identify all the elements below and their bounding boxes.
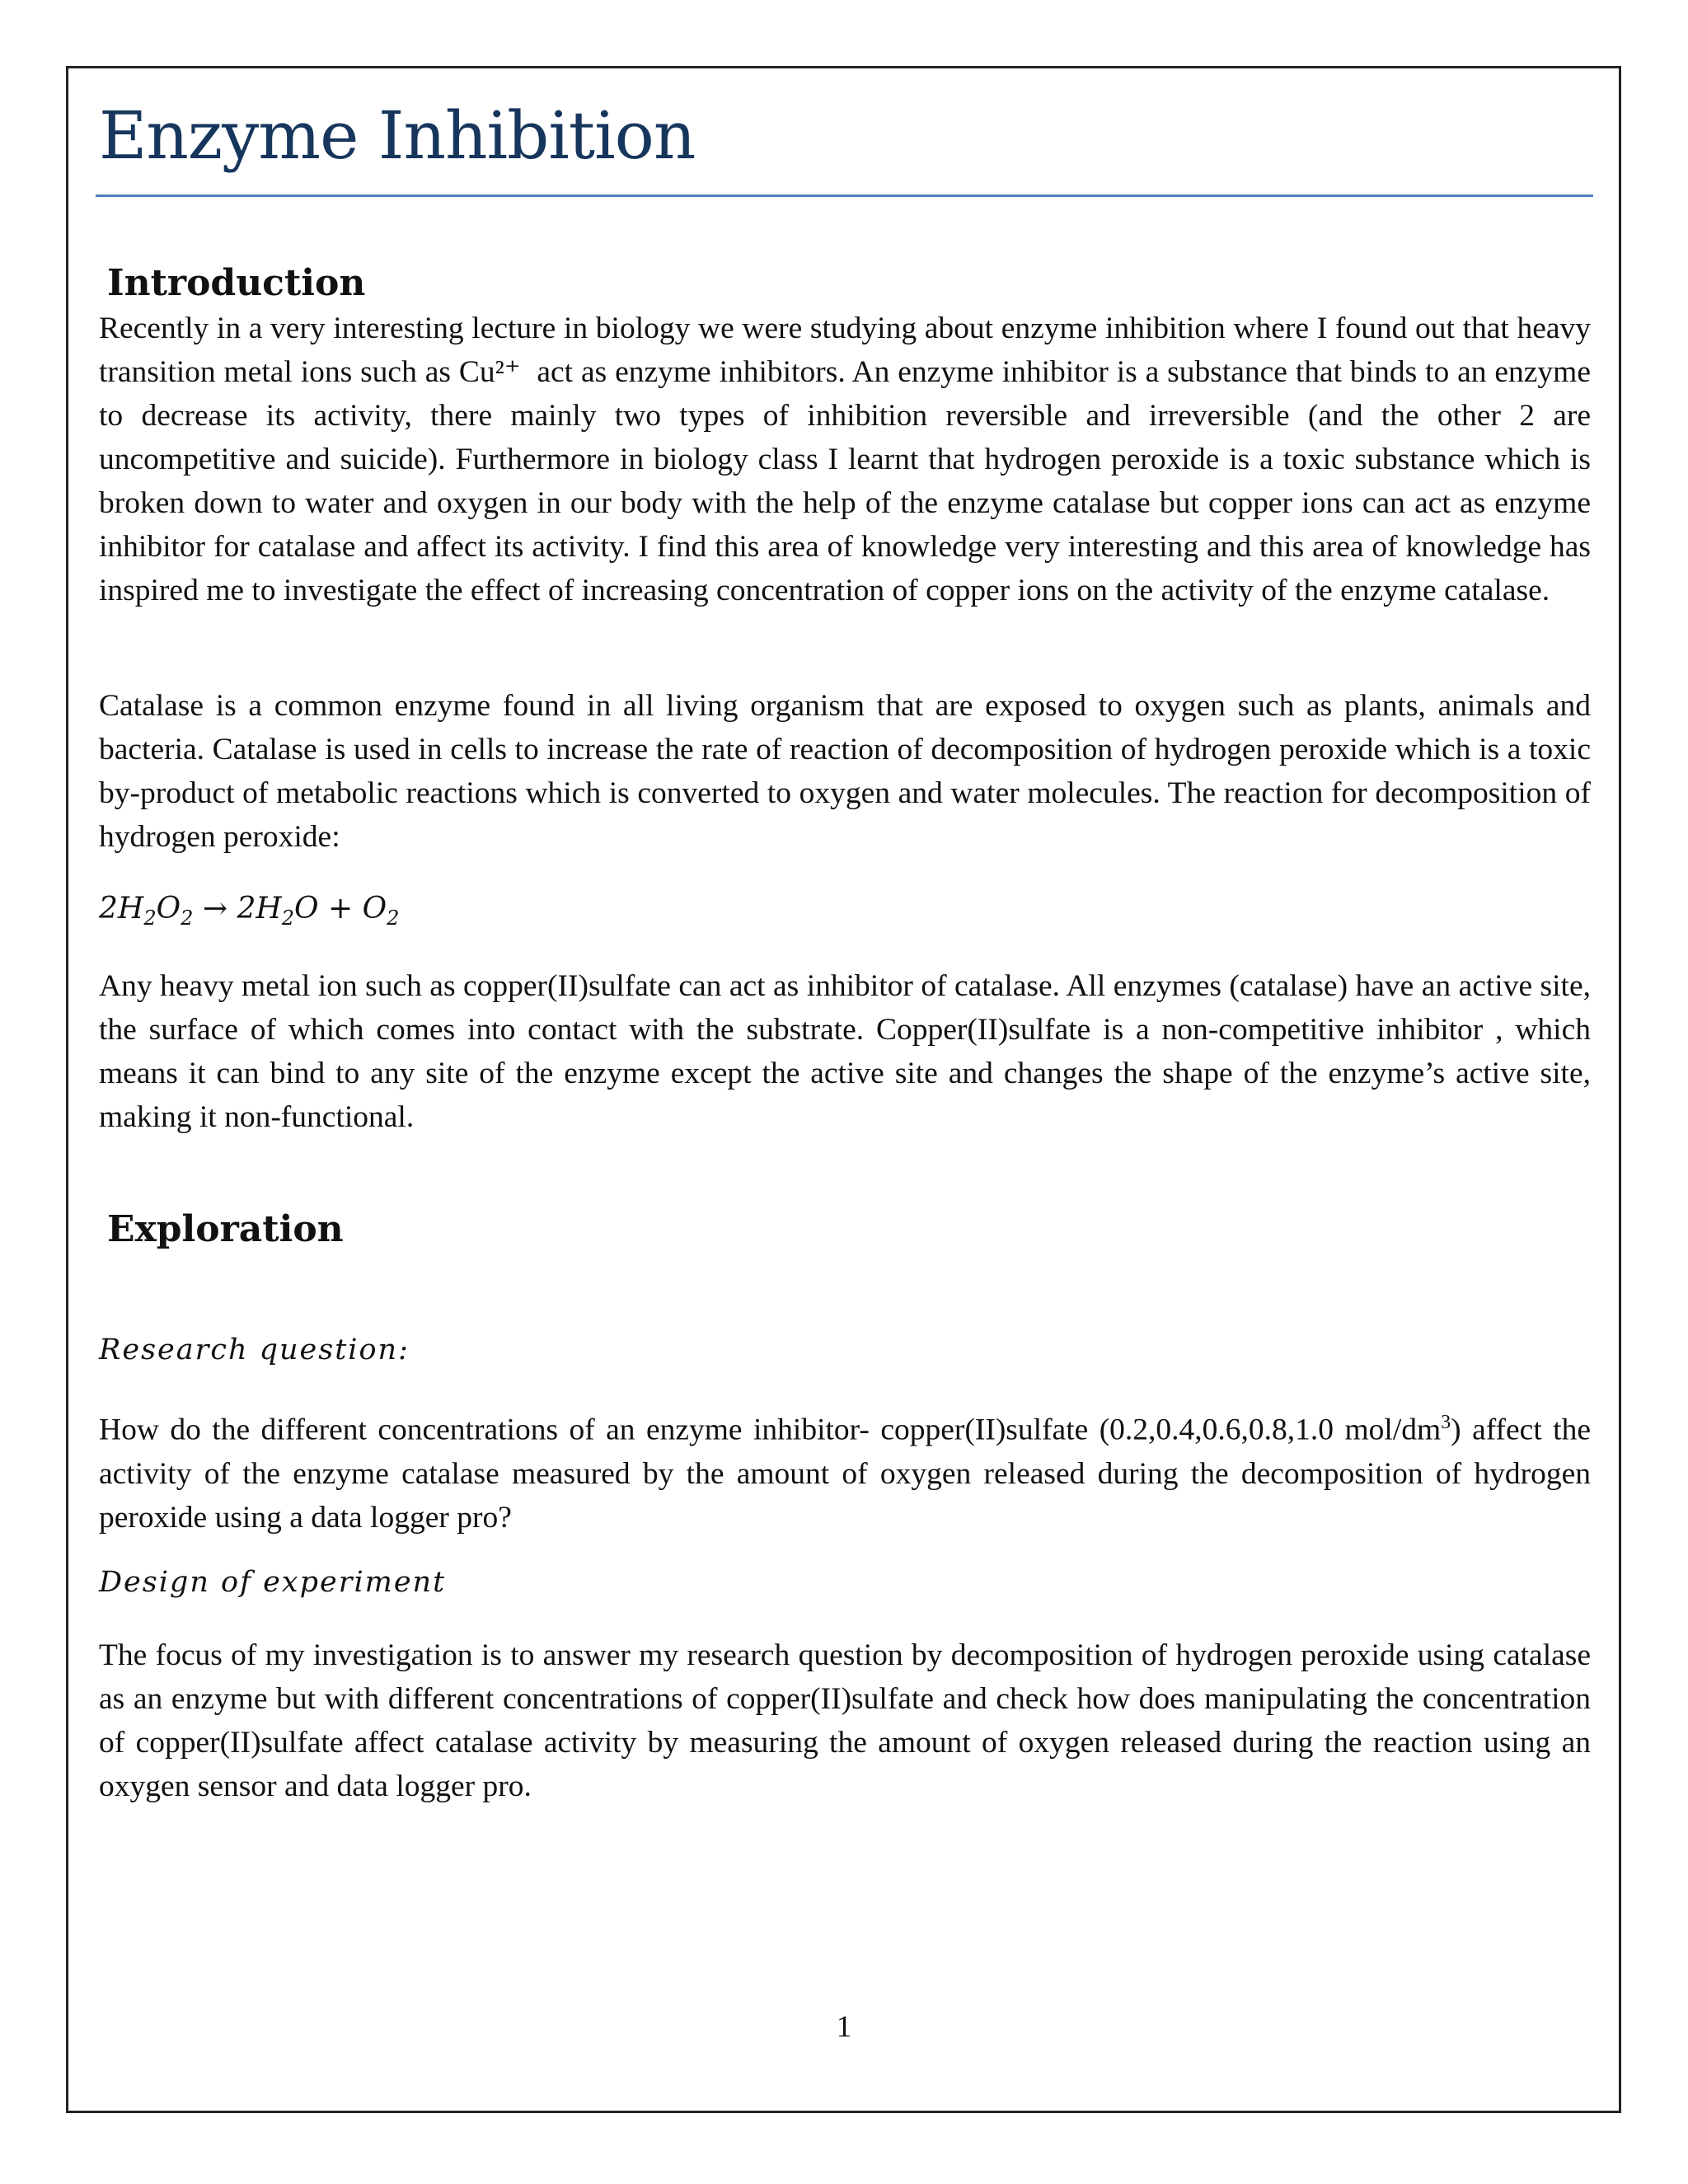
eq-plus: +	[318, 892, 363, 926]
eq-oxygen: O	[362, 892, 387, 926]
eq-coefficient: 2	[237, 892, 256, 926]
research-question-text	[99, 1401, 1591, 1540]
chemical-equation	[99, 892, 399, 930]
introduction-heading: Introduction	[107, 262, 366, 304]
research-question-part2: ) affect the activity of the enzyme catalase measured by the amount of oxygen released during the decomposition of hydrogen peroxide using a data logger pro?	[99, 1413, 1591, 1535]
eq-oxygen: O	[156, 892, 181, 926]
eq-arrow: →	[193, 892, 237, 926]
exploration-heading: Exploration	[107, 1208, 344, 1250]
eq-coefficient: 2	[99, 892, 118, 926]
introduction-paragraph-3: Any heavy metal ion such as copper(II)sulfate can act as inhibitor of catalase. All enzymes (catalase) have an active site, the surface of which comes into contact with the substrate. Copper(II)sulfate is a non-competitive inhibitor , which means it can bind to any site of the enzyme except the active site and changes the shape of the enzyme’s active site, making it non-functional.	[99, 969, 1591, 1134]
eq-subscript: 2	[181, 907, 194, 930]
introduction-paragraph-2: Catalase is a common enzyme found in all living organism that are exposed to oxygen such as plants, animals and bacteria. Catalase is used in cells to increase the rate of reaction of decomposition of hydrogen peroxide which is a toxic by-product of metabolic reactions which is converted to oxygen and water molecules. The reaction for decomposition of hydrogen peroxide:	[99, 689, 1591, 854]
research-question-part1: How do the different concentrations of an enzyme inhibitor- copper(II)sulfate (0.2,0.4,0.6,0.8,1.0 mol/dm	[99, 1413, 1442, 1447]
design-of-experiment-label: Design of experiment	[99, 1566, 447, 1599]
page-number: 1	[836, 2010, 852, 2044]
introduction-paragraph-1	[99, 307, 1591, 612]
eq-subscript: 2	[387, 907, 400, 930]
eq-subscript: 2	[143, 907, 157, 930]
title-underline	[96, 194, 1593, 197]
research-question-superscript: 3	[1441, 1412, 1451, 1433]
design-of-experiment-text: The focus of my investigation is to answer my research question by decomposition of hydrogen peroxide using catalase as an enzyme but with different concentrations of copper(II)sulfate and check how does manipulating the concentration of copper(II)sulfate affect catalase activity by measuring the amount of oxygen released during the reaction using an oxygen sensor and data logger pro.	[99, 1638, 1591, 1803]
eq-hydrogen: H	[117, 892, 144, 926]
document-title: Enzyme Inhibition	[99, 97, 696, 174]
intro-para1-part2: act as enzyme inhibitors. An enzyme inhibitor is a substance that binds to an enzyme to decrease its activity, there mainly two types of inhibition reversible and irreversible (and the other 2 are uncompetitive and suicide). Furthermore in biology class I learnt that hydrogen peroxide is a toxic substance which is broken down to water and oxygen in our body with the help of the enzyme catalase but copper ions can act as enzyme inhibitor for catalase and affect its activity. I find this area of knowledge very interesting and this area of knowledge has inspired me to investigate the effect of increasing concentration of copper ions on the activity of the enzyme catalase.	[99, 355, 1592, 607]
research-question-label: Research question:	[99, 1333, 410, 1366]
eq-hydrogen: H	[256, 892, 282, 926]
eq-oxygen: O	[294, 892, 319, 926]
intro-para1-part1: Recently in a very interesting lecture in biology we were studying about enzyme inhibition where I found out that heavy transition metal ions such as Cu²⁺	[99, 312, 1591, 389]
eq-subscript: 2	[281, 907, 295, 930]
